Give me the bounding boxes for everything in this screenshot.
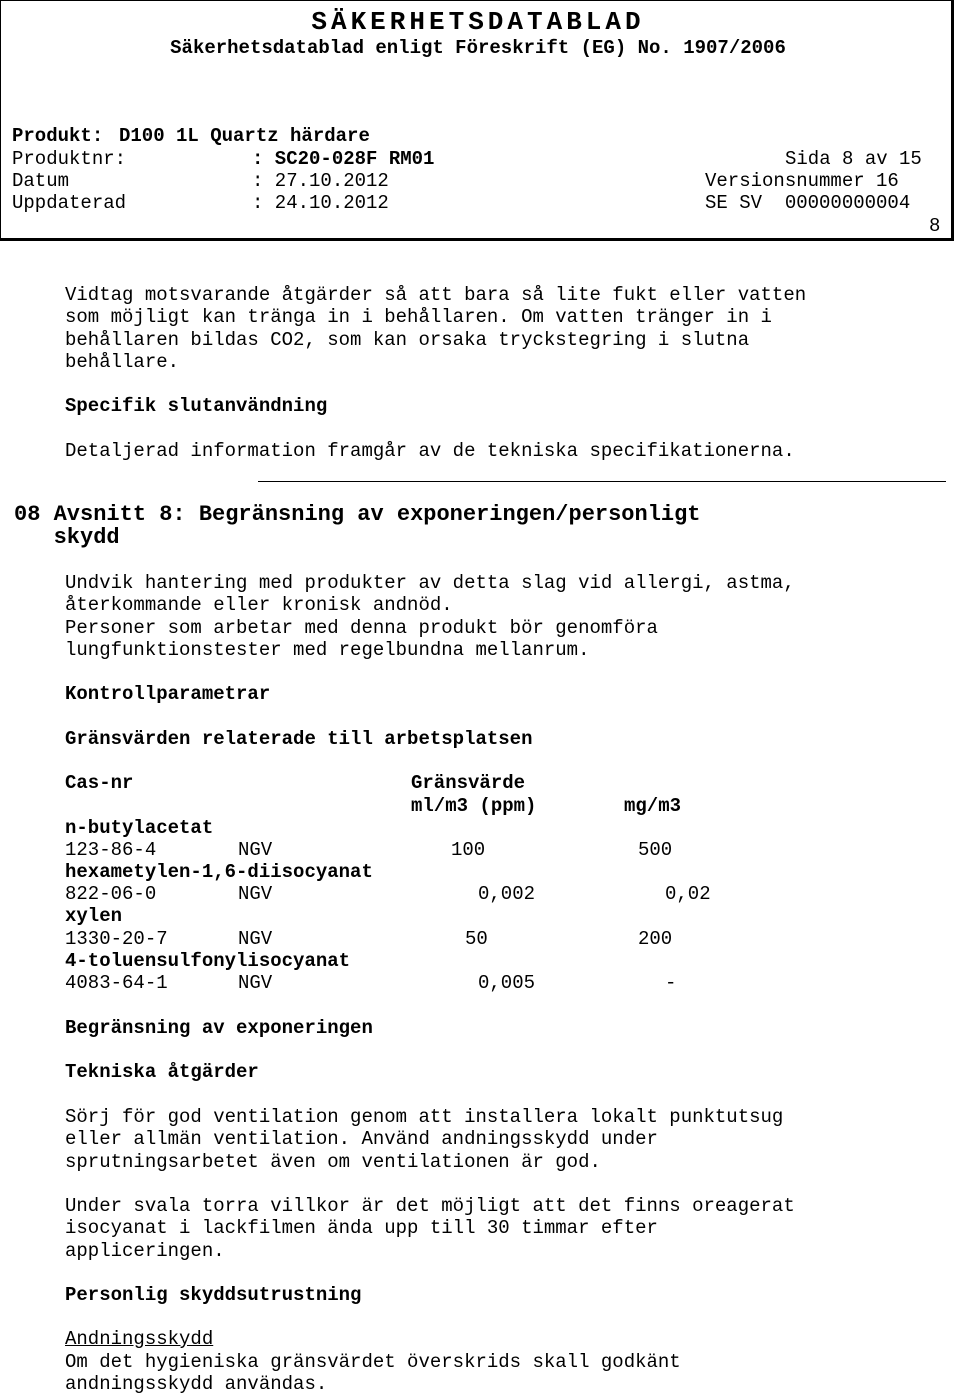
section-8-para-2: Personer som arbetar med denna produkt bör genomföra lungfunktionstester med regelbundna mellanrum.: [65, 617, 658, 662]
limit-type: NGV: [238, 839, 273, 861]
updated-label: Uppdaterad: [12, 192, 127, 214]
page-indicator: Sida 8 av 15: [785, 148, 922, 170]
limit-ppm: 0,005: [478, 972, 536, 994]
limit-type: NGV: [238, 928, 273, 950]
technical-measures-para-1: Sörj för god ventilation genom att installera lokalt punktutsug eller allmän ventilation. Använd andningsskydd under sprutningsarbetet även om ventilationen är god.: [65, 1106, 784, 1173]
substance-name: hexametylen-1,6-diisocyanat: [65, 861, 373, 883]
column-header-cas: Cas-nr: [65, 772, 134, 794]
limit-mg: -: [665, 972, 677, 994]
end-use-heading: Specifik slutanvändning: [65, 395, 328, 417]
cas-number: 123-86-4: [65, 839, 157, 861]
technical-measures-heading: Tekniska åtgärder: [65, 1061, 259, 1083]
ppe-heading: Personlig skyddsutrustning: [65, 1284, 362, 1306]
technical-measures-para-2: Under svala torra villkor är det möjligt att det finns oreagerat isocyanat i lackfilmen ända upp till 30 timmar efter appliceringen.: [65, 1195, 795, 1262]
version-label: Versionsnummer 16: [705, 170, 899, 192]
product-value: D100 1L Quartz härdare: [119, 125, 370, 147]
section-8-title: 08 Avsnitt 8: Begränsning av exponeringen/personligt skydd: [14, 502, 701, 550]
column-header-mg: mg/m3: [624, 795, 682, 817]
exposure-limits-heading: Begränsning av exponeringen: [65, 1017, 373, 1039]
limit-type: NGV: [238, 972, 273, 994]
limit-mg: 200: [638, 928, 673, 950]
respiratory-protection-heading: Andningsskydd: [65, 1328, 214, 1350]
limit-type: NGV: [238, 883, 273, 905]
substance-name: n-butylacetat: [65, 817, 214, 839]
limit-mg: 500: [638, 839, 673, 861]
limit-mg: 0,02: [665, 883, 711, 905]
limit-ppm: 100: [451, 839, 486, 861]
substance-name: xylen: [65, 905, 123, 927]
column-header-ppm: ml/m3 (ppm): [411, 795, 537, 817]
respiratory-protection-text: Om det hygieniska gränsvärdet överskrids skall godkänt andningsskydd användas.: [65, 1351, 681, 1396]
updated-value: : 24.10.2012: [252, 192, 389, 214]
datum-label: Datum: [12, 170, 70, 192]
substance-name: 4-toluensulfonylisocyanat: [65, 950, 351, 972]
workplace-limits-heading: Gränsvärden relaterade till arbetsplatsen: [65, 728, 533, 750]
limit-ppm: 50: [465, 928, 488, 950]
section-divider: [258, 481, 946, 482]
cas-number: 4083-64-1: [65, 972, 168, 994]
document-title: SÄKERHETSDATABLAD: [311, 7, 645, 37]
page-number: 8: [929, 215, 941, 237]
control-parameters-heading: Kontrollparametrar: [65, 683, 271, 705]
cas-number: 822-06-0: [65, 883, 157, 905]
document-code: SE SV 00000000004: [705, 192, 911, 214]
productnr-label: Produktnr:: [12, 148, 127, 170]
cas-number: 1330-20-7: [65, 928, 168, 950]
intro-paragraph: Vidtag motsvarande åtgärder så att bara så lite fukt eller vatten som möjligt kan tränga in i behållaren. Om vatten tränger in i behållaren bildas CO2, som kan orsaka tryckstegring i slutna behållare.: [65, 284, 807, 374]
section-8-para-1: Undvik hantering med produkter av detta slag vid allergi, astma, återkommande eller kronisk andnöd.: [65, 572, 795, 617]
end-use-text: Detaljerad information framgår av de tekniska specifikationerna.: [65, 440, 795, 462]
product-label: Produkt:: [12, 125, 104, 147]
limit-ppm: 0,002: [478, 883, 536, 905]
productnr-value: : SC20-028F RM01: [252, 148, 435, 170]
document-header: [0, 0, 954, 241]
column-header-limit: Gränsvärde: [411, 772, 526, 794]
document-subtitle: Säkerhetsdatablad enligt Föreskrift (EG) No. 1907/2006: [170, 37, 786, 59]
datum-value: : 27.10.2012: [252, 170, 389, 192]
